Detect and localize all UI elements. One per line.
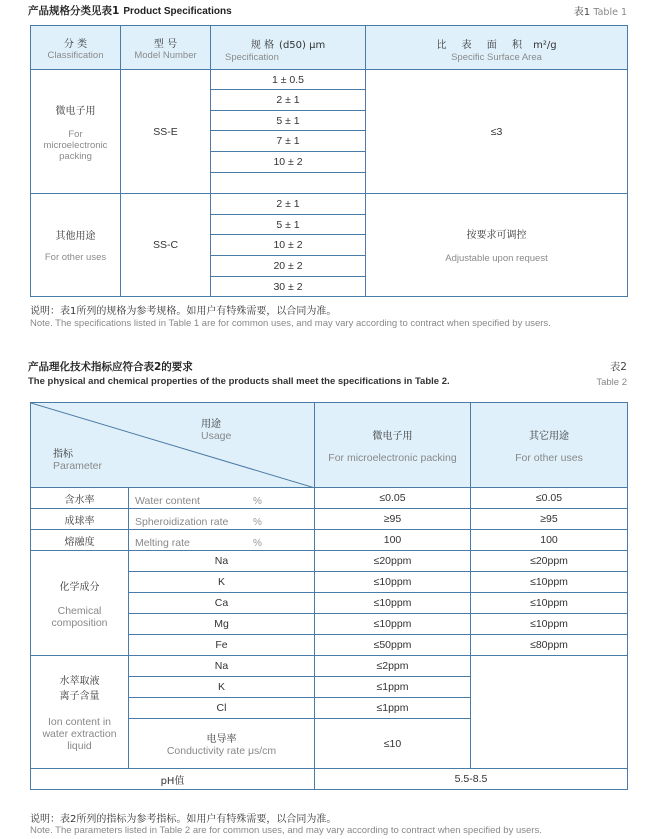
group2-surface-zh: 按要求可调控 xyxy=(466,230,527,241)
header-parameter xyxy=(53,445,102,472)
table-row xyxy=(31,551,628,572)
header-usage-zh: 用途 xyxy=(201,419,221,430)
header-micro xyxy=(315,403,471,488)
ion-label-zh-1: 水萃取液 xyxy=(59,676,100,687)
table1-title-en: Product Specifications xyxy=(123,6,232,17)
group2-class-en: For other uses xyxy=(44,252,107,263)
table-row xyxy=(31,769,628,790)
chem-micro: ≤10ppm xyxy=(315,572,471,593)
spec-cell: 20 ± 2 xyxy=(211,256,366,277)
header-surface-unit: m²/g xyxy=(533,39,557,51)
water-content-zh: 含水率 xyxy=(31,488,129,509)
table-row xyxy=(31,509,628,530)
melting-other: 100 xyxy=(471,530,628,551)
chem-label-en: Chemical composition xyxy=(51,604,108,629)
header-other xyxy=(471,403,628,488)
table1-title xyxy=(28,3,232,18)
chem-element: Ca xyxy=(129,593,315,614)
header-model xyxy=(121,26,211,70)
melting-unit: % xyxy=(253,537,262,549)
spheroid-other: ≥95 xyxy=(471,509,628,530)
chem-other: ≤10ppm xyxy=(471,572,628,593)
table2-note-zh: 说明：表2所列的指标为参考指标。如用户有特殊需要，以合同为准。 xyxy=(30,814,337,825)
group2-classification xyxy=(31,194,121,297)
table-row xyxy=(31,530,628,551)
spec-cell: 5 ± 1 xyxy=(211,111,366,131)
spec-cell: 10 ± 2 xyxy=(211,235,366,256)
ion-element: Cl xyxy=(129,698,315,719)
table2-label-en: Table 2 xyxy=(596,377,627,388)
chem-micro: ≤20ppm xyxy=(315,551,471,572)
water-content-label xyxy=(129,488,315,509)
table1-title-zh: 产品规格分类见表1 xyxy=(28,5,120,17)
ion-micro: ≤2ppm xyxy=(315,656,471,677)
table2-title-en: The physical and chemical properties of the products shall meet the specifications in Table 2. xyxy=(28,376,450,387)
ion-micro: ≤1ppm xyxy=(315,677,471,698)
melting-en: Melting rate xyxy=(135,536,190,549)
chem-other: ≤10ppm xyxy=(471,614,628,635)
header-surface-en: Specific Surface Area xyxy=(451,51,542,63)
spheroid-en: Spheroidization rate xyxy=(135,515,229,528)
chem-other: ≤10ppm xyxy=(471,593,628,614)
spec-cell: 1 ± 0.5 xyxy=(211,70,366,90)
header-model-zh: 型 号 xyxy=(153,38,178,50)
table2-title-zh: 产品理化技术指标应符合表2的要求 xyxy=(28,361,193,373)
header-model-en: Model Number xyxy=(134,49,197,61)
header-parameter-zh: 指标 xyxy=(53,449,73,460)
header-parameter-en: Parameter xyxy=(53,460,103,472)
table-row xyxy=(31,194,628,215)
header-micro-en: For microelectronic packing xyxy=(328,451,457,464)
header-specification xyxy=(211,26,366,70)
header-usage xyxy=(201,415,231,442)
conductivity-en: Conductivity rate μs/cm xyxy=(166,745,277,757)
chem-other: ≤80ppm xyxy=(471,635,628,656)
ion-label-en: Ion content in water extraction liquid xyxy=(42,716,117,752)
chem-label-zh: 化学成分 xyxy=(59,581,100,593)
conductivity-label xyxy=(129,719,315,769)
group1-classification xyxy=(31,70,121,194)
group2-surface-en: Adjustable upon request xyxy=(445,253,548,264)
header-surface-zh: 比 表 面 积 xyxy=(436,39,528,51)
table1-note-en: Note. The specifications listed in Table 1 are for common uses, and may vary according to contract when specified by users. xyxy=(30,318,551,329)
ion-label-zh-2: 离子含量 xyxy=(59,691,100,702)
melting-zh: 熔融度 xyxy=(31,530,129,551)
conductivity-micro: ≤10 xyxy=(315,719,471,769)
chem-micro: ≤10ppm xyxy=(315,614,471,635)
spec-cell: 30 ± 2 xyxy=(211,277,366,297)
group1-surface xyxy=(366,70,628,194)
melting-micro: 100 xyxy=(315,530,471,551)
table2-properties xyxy=(30,402,628,790)
water-content-other: ≤0.05 xyxy=(471,488,628,509)
chem-element: K xyxy=(129,572,315,593)
conductivity-zh: 电导率 xyxy=(206,734,237,745)
group1-class-en: For microelectronic packing xyxy=(43,128,108,162)
ph-label: pH值 xyxy=(31,769,315,790)
ion-element: Na xyxy=(129,656,315,677)
chem-other: ≤20ppm xyxy=(471,551,628,572)
header-classification-zh: 分 类 xyxy=(63,38,88,50)
header-spec-en: Specification xyxy=(225,51,279,63)
water-content-unit: % xyxy=(253,495,262,507)
spec-cell: 10 ± 2 xyxy=(211,152,366,173)
ion-micro: ≤1ppm xyxy=(315,698,471,719)
group2-surface xyxy=(366,194,628,297)
chem-micro: ≤50ppm xyxy=(315,635,471,656)
ion-other-empty xyxy=(471,656,628,769)
table1-specifications xyxy=(30,25,628,297)
group1-surface-value: ≤3 xyxy=(490,125,503,138)
spheroid-zh: 成球率 xyxy=(31,509,129,530)
spheroid-unit: % xyxy=(253,516,262,528)
header-spec-zh: 规 格 xyxy=(250,39,274,51)
table1-header-row xyxy=(31,26,628,70)
header-other-en: For other uses xyxy=(515,451,583,464)
spec-cell: 7 ± 1 xyxy=(211,131,366,152)
header-micro-zh: 微电子用 xyxy=(372,430,413,442)
header-usage-parameter xyxy=(31,403,315,488)
table2-header-row xyxy=(31,403,628,488)
ion-label xyxy=(31,656,129,769)
group1-model: SS-E xyxy=(121,70,211,194)
table2-label-zh: 表2 xyxy=(609,361,627,373)
water-content-en: Water content xyxy=(135,494,200,507)
ion-element: K xyxy=(129,677,315,698)
table1-note-zh: 说明：表1所列的规格为参考规格。如用户有特殊需要，以合同为准。 xyxy=(30,306,337,317)
spheroid-label xyxy=(129,509,315,530)
group2-class-zh: 其他用途 xyxy=(55,231,96,242)
ph-value: 5.5-8.5 xyxy=(315,769,628,790)
header-other-zh: 其它用途 xyxy=(529,430,569,442)
header-spec-unit: (d50) μm xyxy=(279,39,326,51)
table-row xyxy=(31,70,628,90)
table1-label-en: Table 1 xyxy=(593,7,627,18)
table-row xyxy=(31,656,628,677)
table1-label xyxy=(574,3,627,18)
spec-cell xyxy=(211,173,366,194)
spec-cell: 5 ± 1 xyxy=(211,215,366,235)
table2-note-en: Note. The parameters listed in Table 2 are for common uses, and may vary according to contract when specified by users. xyxy=(30,825,542,836)
spec-cell: 2 ± 1 xyxy=(211,194,366,215)
water-content-micro: ≤0.05 xyxy=(315,488,471,509)
header-usage-en: Usage xyxy=(201,430,232,442)
header-classification xyxy=(31,26,121,70)
group2-model: SS-C xyxy=(121,194,211,297)
chem-element: Fe xyxy=(129,635,315,656)
chem-element: Na xyxy=(129,551,315,572)
chem-element: Mg xyxy=(129,614,315,635)
group1-class-zh: 微电子用 xyxy=(55,105,96,117)
table1-label-zh: 表1 xyxy=(573,7,591,18)
spheroid-micro: ≥95 xyxy=(315,509,471,530)
header-surface-area xyxy=(366,26,628,70)
chem-micro: ≤10ppm xyxy=(315,593,471,614)
chem-label xyxy=(31,551,129,656)
spec-cell: 2 ± 1 xyxy=(211,90,366,111)
header-classification-en: Classification xyxy=(47,49,104,61)
melting-label xyxy=(129,530,315,551)
table-row xyxy=(31,488,628,509)
